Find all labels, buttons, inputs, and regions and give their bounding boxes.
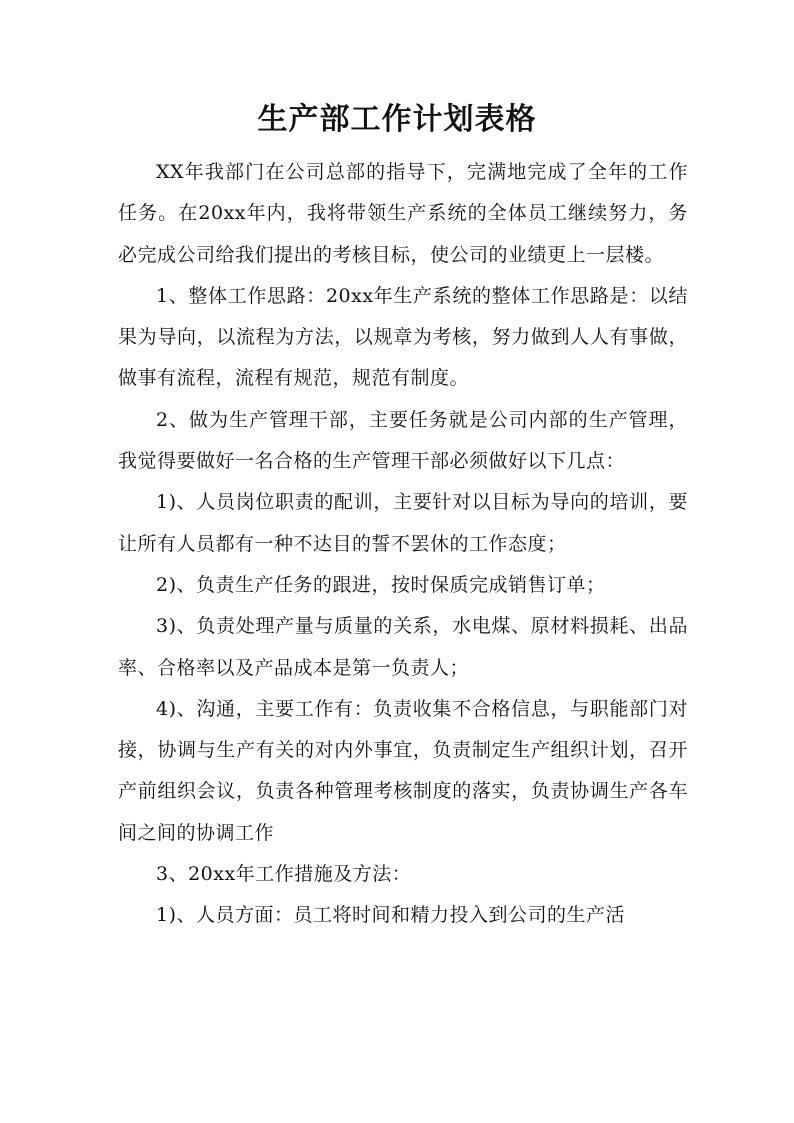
- paragraph-item-communication: 4)、沟通，主要工作有：负责收集不合格信息，与职能部门对接，协调与生产有关的对内外事宜，负责制定生产组织计划，召开产前组织会议，负责各种管理考核制度的落实，负责协调生产各车间之间的协调工作: [118, 697, 688, 844]
- paragraph-management-duties: 2、做为生产管理干部，主要任务就是公司内部的生产管理，我觉得要做好一名合格的生产管理干部必须做好以下几点：: [118, 408, 688, 473]
- paragraph-item-training: 1)、人员岗位职责的配训，主要针对以目标为导向的培训，要让所有人员都有一种不达目的誓不罢休的工作态度；: [118, 491, 688, 555]
- document-title: 生产部工作计划表格: [257, 102, 537, 137]
- paragraph-overall-thinking: 1、整体工作思路：20xx年生产系统的整体工作思路是：以结果为导向，以流程为方法，以规章为考核，努力做到人人有事做，做事有流程，流程有规范，规范有制度。: [118, 284, 688, 390]
- paragraph-measures-heading: 3、20xx年工作措施及方法：: [156, 863, 412, 886]
- paragraph-item-production-followup: 2)、负责生产任务的跟进，按时保质完成销售订单；: [156, 573, 606, 596]
- paragraph-intro: XX年我部门在公司总部的指导下，完满地完成了全年的工作任务。在20xx年内，我将带领生产系统的全体员工继续努力，务必完成公司给我们提出的考核目标，使公司的业绩更上一层楼。: [118, 161, 688, 266]
- paragraph-item-quality: 3)、负责处理产量与质量的关系，水电煤、原材料损耗、出品率、合格率以及产品成本是第一负责人；: [118, 615, 688, 679]
- paragraph-item-personnel: 1)、人员方面：员工将时间和精力投入到公司的生产活: [156, 904, 626, 927]
- document-body: [118, 152, 688, 937]
